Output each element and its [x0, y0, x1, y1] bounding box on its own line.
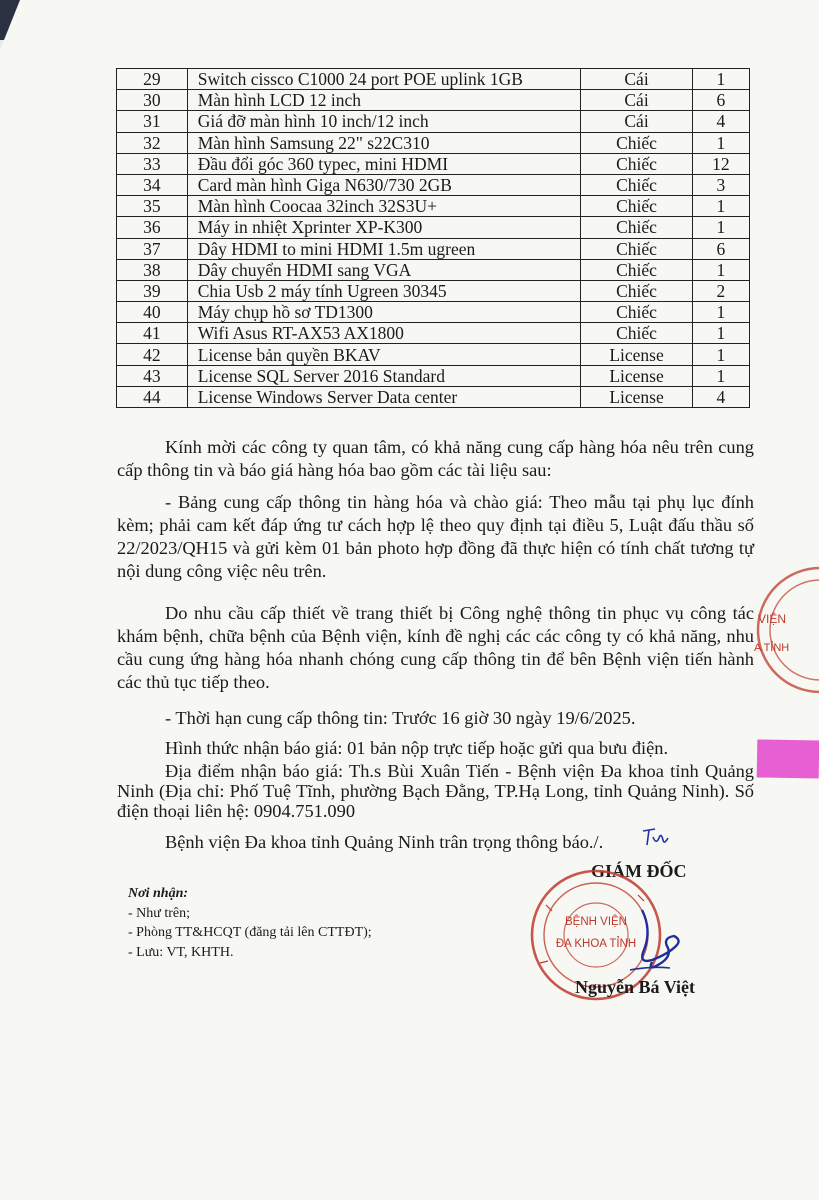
- body-paragraph-1: [117, 436, 754, 482]
- item-unit: Cái: [581, 90, 693, 111]
- item-unit: License: [581, 365, 693, 386]
- partial-stamp: [740, 565, 819, 715]
- recipient-line: - Như trên;: [128, 905, 191, 921]
- table-row: [117, 280, 750, 301]
- item-unit: Cái: [581, 69, 693, 90]
- closing-paragraph: Bệnh viện Đa khoa tỉnh Quảng Ninh trân trọng thông báo./.: [165, 832, 604, 852]
- requirements-paragraph: - Bảng cung cấp thông tin hàng hóa và chào giá: Theo mẫu tại phụ lục đính kèm; phải cam kết đáp ứng tư cách hợp lệ theo quy định tại điều 5, Luật đấu thầu số 22/2023/QH15 và gửi kèm 01 bản photo hợp đồng đã thực hiện có tính chất tương tự nội dung công việc nêu trên.: [117, 492, 754, 581]
- item-quantity: 1: [692, 344, 749, 365]
- item-quantity: 6: [692, 90, 749, 111]
- item-quantity: 4: [692, 386, 749, 407]
- signer-title: GIÁM ĐỐC: [591, 861, 687, 881]
- item-quantity: 1: [692, 259, 749, 280]
- item-unit: Cái: [581, 111, 693, 132]
- item-name: Màn hình Samsung 22" s22C310: [187, 132, 580, 153]
- invitation-paragraph: Kính mời các công ty quan tâm, có khả năng cung cấp hàng hóa nêu trên cung cấp thông tin và báo giá hàng hóa bao gồm các tài liệu sau:: [117, 437, 754, 480]
- item-number: 32: [117, 132, 188, 153]
- item-quantity: 1: [692, 69, 749, 90]
- item-number: 42: [117, 344, 188, 365]
- item-unit: License: [581, 344, 693, 365]
- item-name: Giá đỡ màn hình 10 inch/12 inch: [187, 111, 580, 132]
- item-number: 31: [117, 111, 188, 132]
- table-row: [117, 386, 750, 407]
- table-row: [117, 90, 750, 111]
- item-unit: License: [581, 386, 693, 407]
- item-number: 33: [117, 153, 188, 174]
- table-row: [117, 111, 750, 132]
- item-quantity: 1: [692, 365, 749, 386]
- item-unit: Chiếc: [581, 280, 693, 301]
- item-unit: Chiếc: [581, 174, 693, 195]
- item-unit: Chiếc: [581, 259, 693, 280]
- body-paragraph-3: [117, 602, 754, 694]
- stamp-side-text-2: A TỈNH: [754, 642, 790, 654]
- item-quantity: 1: [692, 302, 749, 323]
- item-quantity: 3: [692, 174, 749, 195]
- table-row: [117, 174, 750, 195]
- item-name: License Windows Server Data center: [187, 386, 580, 407]
- item-name: Đầu đổi góc 360 typec, mini HDMI: [187, 153, 580, 174]
- body-paragraph-4: [117, 707, 754, 730]
- recipients-title: Nơi nhận:: [128, 886, 189, 901]
- item-quantity: 1: [692, 323, 749, 344]
- item-quantity: 1: [692, 196, 749, 217]
- table-row: [117, 217, 750, 238]
- address-paragraph: Địa điểm nhận báo giá: Th.s Bùi Xuân Tiến - Bệnh viện Đa khoa tỉnh Quảng Ninh (Địa chỉ: Phố Tuệ Tĩnh, phường Bạch Đằng, TP.Hạ Long, tỉnh Quảng Ninh). Số điện thoại liên hệ: 0904.751.090: [117, 761, 754, 821]
- item-quantity: 6: [692, 238, 749, 259]
- body-paragraph-5: [117, 737, 754, 760]
- item-name: Máy chụp hồ sơ TD1300: [187, 302, 580, 323]
- item-name: Máy in nhiệt Xprinter XP-K300: [187, 217, 580, 238]
- stamp-side-text-1: VIỆN: [758, 612, 787, 626]
- recipient-line: - Lưu: VT, KHTH.: [128, 944, 234, 960]
- table-row: [117, 302, 750, 323]
- item-name: Card màn hình Giga N630/730 2GB: [187, 174, 580, 195]
- items-table: [116, 68, 750, 408]
- item-name: Dây chuyển HDMI sang VGA: [187, 259, 580, 280]
- item-name: Dây HDMI to mini HDMI 1.5m ugreen: [187, 238, 580, 259]
- item-unit: Chiếc: [581, 153, 693, 174]
- item-name: Wifi Asus RT-AX53 AX1800: [187, 323, 580, 344]
- table-row: [117, 238, 750, 259]
- item-name: License bản quyền BKAV: [187, 344, 580, 365]
- recipients-block: [128, 884, 372, 962]
- item-number: 37: [117, 238, 188, 259]
- item-number: 30: [117, 90, 188, 111]
- item-quantity: 1: [692, 217, 749, 238]
- item-name: Màn hình LCD 12 inch: [187, 90, 580, 111]
- item-number: 35: [117, 196, 188, 217]
- item-unit: Chiếc: [581, 196, 693, 217]
- initials-mark: [640, 825, 670, 849]
- item-number: 40: [117, 302, 188, 323]
- item-quantity: 4: [692, 111, 749, 132]
- stamp-text-2: ĐA KHOA TỈNH: [555, 938, 637, 950]
- item-unit: Chiếc: [581, 217, 693, 238]
- table-row: [117, 365, 750, 386]
- recipient-line: - Phòng TT&HCQT (đăng tải lên CTTĐT);: [128, 925, 372, 940]
- item-unit: Chiếc: [581, 302, 693, 323]
- purpose-paragraph: Do nhu cầu cấp thiết về trang thiết bị Công nghệ thông tin phục vụ công tác khám bệnh, chữa bệnh của Bệnh viện, kính đề nghị các các công ty có khả năng, nhu cầu cung ứng hàng hóa nhanh chóng cung cấp thông tin để bên Bệnh viện tiến hành các thủ tục tiếp theo.: [117, 603, 754, 692]
- table-row: [117, 69, 750, 90]
- table-row: [117, 323, 750, 344]
- item-number: 29: [117, 69, 188, 90]
- stamp-text-1: BỆNH VIỆN: [565, 916, 627, 928]
- item-quantity: 12: [692, 153, 749, 174]
- item-number: 36: [117, 217, 188, 238]
- item-name: License SQL Server 2016 Standard: [187, 365, 580, 386]
- item-number: 44: [117, 386, 188, 407]
- signer-name: Nguyễn Bá Việt: [575, 977, 696, 997]
- item-number: 34: [117, 174, 188, 195]
- table-row: [117, 196, 750, 217]
- table-row: [117, 259, 750, 280]
- item-unit: Chiếc: [581, 132, 693, 153]
- body-paragraph-6: [117, 761, 754, 821]
- item-name: Màn hình Coocaa 32inch 32S3U+: [187, 196, 580, 217]
- item-quantity: 2: [692, 280, 749, 301]
- item-unit: Chiếc: [581, 238, 693, 259]
- item-unit: Chiếc: [581, 323, 693, 344]
- item-name: Switch cissco C1000 24 port POE uplink 1GB: [187, 69, 580, 90]
- item-number: 41: [117, 323, 188, 344]
- table-row: [117, 132, 750, 153]
- deadline-paragraph: - Thời hạn cung cấp thông tin: Trước 16 giờ 30 ngày 19/6/2025.: [165, 708, 636, 728]
- table-row: [117, 344, 750, 365]
- pink-sticker: [757, 739, 819, 778]
- item-number: 38: [117, 259, 188, 280]
- item-number: 43: [117, 365, 188, 386]
- submission-method-paragraph: Hình thức nhận báo giá: 01 bản nộp trực tiếp hoặc gửi qua bưu điện.: [165, 738, 669, 758]
- body-paragraph-2: [117, 491, 754, 583]
- item-number: 39: [117, 280, 188, 301]
- item-name: Chia Usb 2 máy tính Ugreen 30345: [187, 280, 580, 301]
- item-quantity: 1: [692, 132, 749, 153]
- table-row: [117, 153, 750, 174]
